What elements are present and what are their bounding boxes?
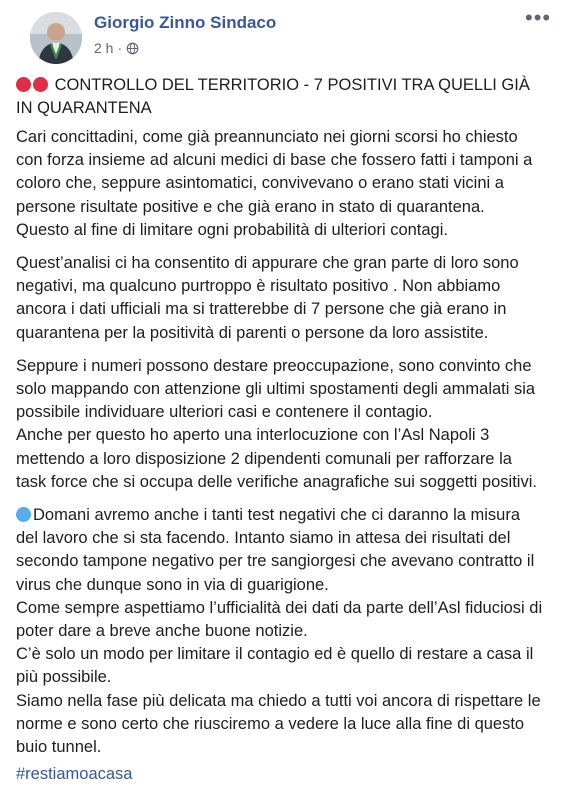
- text-line: secondo tampone negativo per tre sangiorgesi che avevano contratto il: [16, 552, 535, 571]
- text-line: virus che dunque sono in via di guarigione.: [16, 575, 329, 594]
- headline-line: CONTROLLO DEL TERRITORIO - 7 POSITIVI TRA QUELLI GIÀ: [54, 76, 530, 94]
- text-line: C’è solo un modo per limitare il contagio ed è quello di restare a casa il: [16, 645, 534, 664]
- post-header: [16, 0, 567, 64]
- post-time[interactable]: 2 h: [94, 40, 114, 56]
- text-line: più possibile.: [16, 668, 112, 687]
- paragraph-2: [16, 252, 571, 345]
- text-line: persone risultate positive e che già erano in stato di quarantena.: [16, 197, 485, 216]
- post-meta: 2 h ·: [94, 40, 139, 56]
- text-line: buio tunnel.: [16, 738, 102, 757]
- text-line: Quest’analisi ci ha consentito di appurare che gran parte di loro sono: [16, 254, 519, 273]
- more-options-icon[interactable]: •••: [525, 5, 552, 30]
- hashtag-link[interactable]: #restiamoacasa: [16, 765, 133, 784]
- text-line: Siamo nella fase più delicata ma chiedo a tutti voi ancora di rispettare le: [16, 691, 541, 710]
- text-line: coloro che, seppure asintomatici, convivevano o erano stati vicini a: [16, 174, 504, 193]
- headline-line: IN QUARANTENA: [16, 99, 152, 117]
- text-line: Come sempre aspettiamo l’ufficialità dei dati da parte dell’Asl fiduciosi di: [16, 598, 543, 617]
- paragraph-1: [16, 126, 571, 242]
- text-line: possibile individuare ulteriori casi e contenere il contagio.: [16, 403, 433, 422]
- paragraph-4: [16, 504, 571, 759]
- text-line: Cari concittadini, come già preannunciato nei giorni scorsi ho chiesto: [16, 128, 518, 146]
- text-line: con forza insieme ad alcuni medici di base che fossero fatti i tamponi a: [16, 151, 533, 170]
- text-line: Questo al fine di limitare ogni probabilità di ulteriori contagi.: [16, 220, 448, 239]
- text-line: quarantena per la positività di parenti o persone da loro assistite.: [16, 323, 489, 342]
- red-circle-icon: [33, 77, 48, 92]
- globe-icon: [126, 42, 139, 55]
- text-line: Seppure i numeri possono destare preoccupazione, sono convinto che: [16, 356, 532, 375]
- text-line: negativi, ma qualcuno purtroppo è risultato positivo . Non abbiamo: [16, 277, 501, 296]
- text-line: solo mappando con attenzione gli ultimi spostamenti degli ammalati sia: [16, 380, 536, 399]
- avatar-image: [30, 12, 82, 64]
- text-line: Domani avremo anche i tanti test negativi che ci daranno la misura: [33, 506, 520, 525]
- paragraph-3: [16, 355, 571, 494]
- text-line: Anche per questo ho aperto una interlocuzione con l’Asl Napoli 3: [16, 426, 490, 445]
- text-line: poter dare a breve anche buone notizie.: [16, 622, 308, 641]
- text-line: ancora i dati ufficiali ma si tratterebbe di 7 persone che già erano in: [16, 300, 507, 319]
- text-line: del lavoro che si sta facendo. Intanto siamo in attesa dei risultati del: [16, 529, 511, 548]
- avatar[interactable]: [30, 12, 82, 64]
- post-headline: [16, 74, 571, 120]
- text-line: mettendo a loro disposizione 2 dipendenti comunali per rafforzare la: [16, 449, 512, 468]
- author-name[interactable]: Giorgio Zinno Sindaco: [94, 13, 277, 32]
- post-body: [16, 74, 571, 786]
- blue-circle-icon: [16, 507, 31, 522]
- red-circle-icon: [16, 77, 31, 92]
- text-line: norme e sono certo che riusciremo a vedere la luce alla fine di questo: [16, 714, 525, 733]
- text-line: task force che si occupa delle verifiche anagrafiche sui soggetti positivi.: [16, 472, 537, 491]
